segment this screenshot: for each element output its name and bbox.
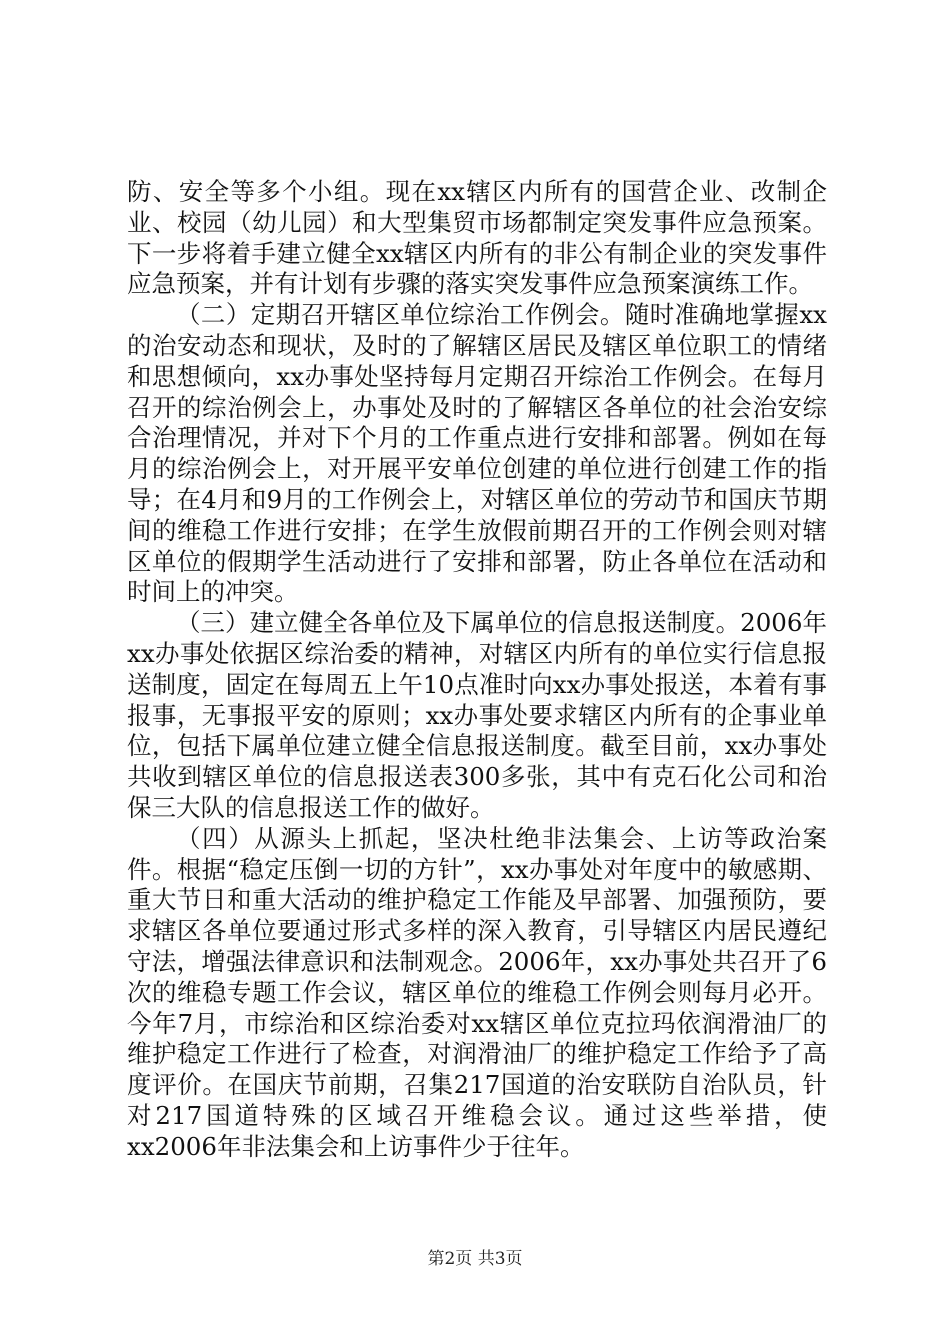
page-number-footer: 第2页 共3页 (427, 1249, 523, 1269)
paragraph-continuation: 防、安全等多个小组。现在xx辖区内所有的国营企业、改制企业、校园（幼儿园）和大型集贸市场都制定突发事件应急预案。下一步将着手建立健全xx辖区内所有的非公有制企业的突发事件应急预案，并有计划有步骤的落实突发事件应急预案演练工作。 (127, 177, 827, 299)
document-body (127, 177, 827, 1163)
paragraph-section-4: （四）从源头上抓起，坚决杜绝非法集会、上访等政治案件。根据“稳定压倒一切的方针”，xx办事处对年度中的敏感期、重大节日和重大活动的维护稳定工作能及早部署、加强预防，要求辖区各单位要通过形式多样的深入教育，引导辖区内居民遵纪守法，增强法律意识和法制观念。2006年，xx办事处共召开了6次的维稳专题工作会议，辖区单位的维稳工作例会则每月必开。今年7月，市综治和区综治委对xx辖区单位克拉玛依润滑油厂的维护稳定工作进行了检查，对润滑油厂的维护稳定工作给予了高度评价。在国庆节前期，召集217国道的治安联防自治队员，针对217国道特殊的区域召开维稳会议。通过这些举措，使xx2006年非法集会和上访事件少于往年。 (127, 823, 827, 1161)
paragraph-section-2: （二）定期召开辖区单位综治工作例会。随时准确地掌握xx的治安动态和现状，及时的了解辖区居民及辖区单位职工的情绪和思想倾向，xx办事处坚持每月定期召开综治工作例会。在每月召开的综治例会上，办事处及时的了解辖区各单位的社会治安综合治理情况，并对下个月的工作重点进行安排和部署。例如在每月的综治例会上，对开展平安单位创建的单位进行创建工作的指导；在4月和9月的工作例会上，对辖区单位的劳动节和国庆节期间的维稳工作进行安排；在学生放假前期召开的工作例会则对辖区单位的假期学生活动进行了安排和部署，防止各单位在活动和时间上的冲突。 (127, 300, 827, 607)
paragraph-section-3: （三）建立健全各单位及下属单位的信息报送制度。2006年xx办事处依据区综治委的精神，对辖区内所有的单位实行信息报送制度，固定在每周五上午10点准时向xx办事处报送，本着有事报事，无事报平安的原则；xx办事处要求辖区内所有的企事业单位，包括下属单位建立健全信息报送制度。截至目前，xx办事处共收到辖区单位的信息报送表300多张，其中有克石化公司和治保三大队的信息报送工作的做好。 (127, 608, 827, 822)
